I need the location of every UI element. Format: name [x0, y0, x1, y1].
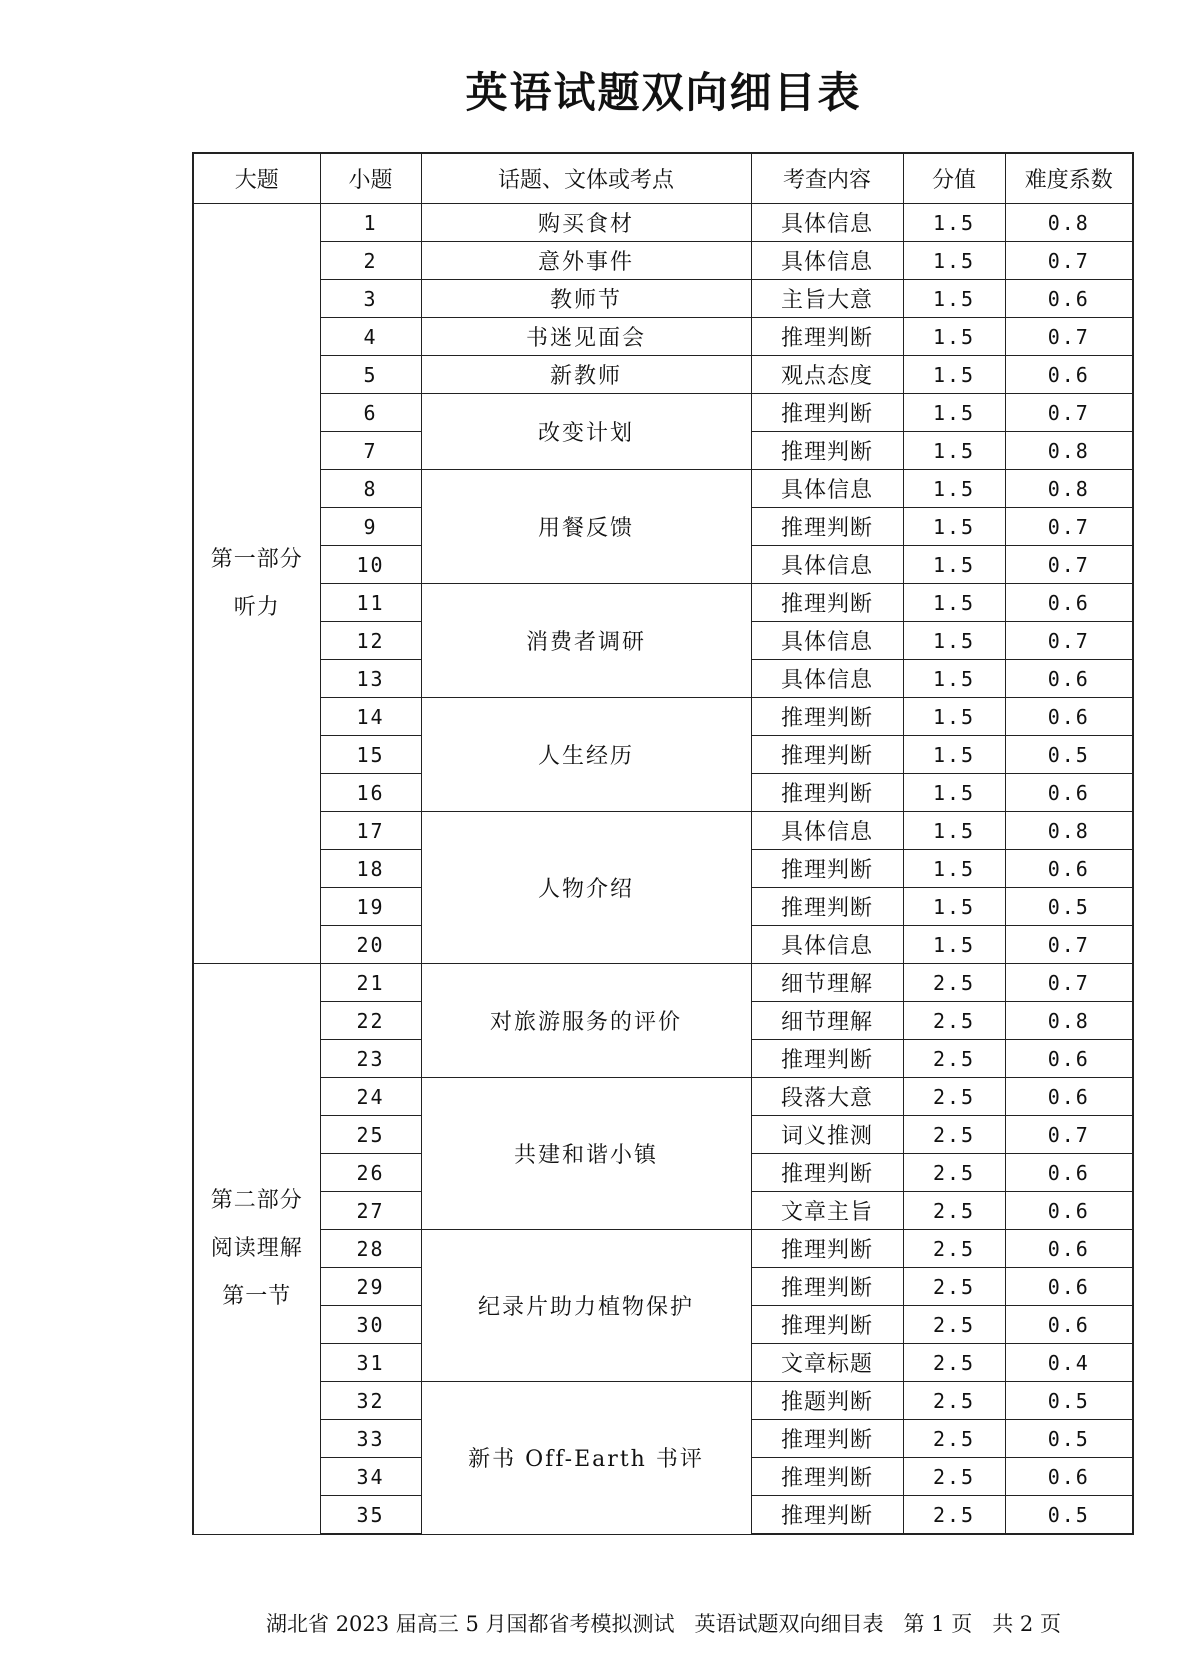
score-cell: 2.5	[903, 1192, 1005, 1230]
score-cell: 1.5	[903, 318, 1005, 356]
item-number-cell: 18	[320, 850, 421, 888]
difficulty-cell: 0.7	[1005, 394, 1133, 432]
content-cell: 细节理解	[751, 1002, 903, 1040]
topic-cell: 人物介绍	[421, 812, 751, 964]
difficulty-cell: 0.7	[1005, 926, 1133, 964]
content-cell: 具体信息	[751, 622, 903, 660]
table-row	[193, 280, 1133, 318]
header-section: 大题	[193, 153, 320, 204]
score-cell: 1.5	[903, 660, 1005, 698]
topic-cell: 改变计划	[421, 394, 751, 470]
footer-doc-title: 英语试题双向细目表	[694, 1612, 884, 1636]
difficulty-cell: 0.8	[1005, 432, 1133, 470]
item-number-cell: 1	[320, 204, 421, 242]
topic-cell: 对旅游服务的评价	[421, 964, 751, 1078]
score-cell: 2.5	[903, 1002, 1005, 1040]
content-cell: 主旨大意	[751, 280, 903, 318]
content-cell: 文章标题	[751, 1344, 903, 1382]
difficulty-cell: 0.5	[1005, 888, 1133, 926]
content-cell: 具体信息	[751, 204, 903, 242]
content-cell: 推理判断	[751, 1154, 903, 1192]
score-cell: 2.5	[903, 1306, 1005, 1344]
table-row	[193, 394, 1133, 432]
difficulty-cell: 0.6	[1005, 584, 1133, 622]
difficulty-cell: 0.6	[1005, 280, 1133, 318]
content-cell: 段落大意	[751, 1078, 903, 1116]
item-number-cell: 3	[320, 280, 421, 318]
content-cell: 具体信息	[751, 660, 903, 698]
score-cell: 1.5	[903, 622, 1005, 660]
item-number-cell: 22	[320, 1002, 421, 1040]
table-row	[193, 1078, 1133, 1116]
item-number-cell: 16	[320, 774, 421, 812]
score-cell: 1.5	[903, 470, 1005, 508]
section-name-line: 第二部分	[210, 1187, 303, 1213]
content-cell: 推理判断	[751, 584, 903, 622]
score-cell: 2.5	[903, 1116, 1005, 1154]
difficulty-cell: 0.6	[1005, 1306, 1133, 1344]
topic-cell: 用餐反馈	[421, 470, 751, 584]
score-cell: 1.5	[903, 432, 1005, 470]
topic-cell: 购买食材	[421, 204, 751, 242]
item-number-cell: 23	[320, 1040, 421, 1078]
difficulty-cell: 0.5	[1005, 1420, 1133, 1458]
spec-table	[192, 152, 1134, 1535]
content-cell: 具体信息	[751, 470, 903, 508]
difficulty-cell: 0.6	[1005, 1458, 1133, 1496]
table-row	[193, 204, 1133, 242]
table-row	[193, 356, 1133, 394]
score-cell: 2.5	[903, 1420, 1005, 1458]
item-number-cell: 13	[320, 660, 421, 698]
topic-cell: 新教师	[421, 356, 751, 394]
item-number-cell: 2	[320, 242, 421, 280]
difficulty-cell: 0.6	[1005, 1154, 1133, 1192]
difficulty-cell: 0.8	[1005, 470, 1133, 508]
item-number-cell: 26	[320, 1154, 421, 1192]
difficulty-cell: 0.7	[1005, 508, 1133, 546]
content-cell: 推理判断	[751, 736, 903, 774]
table-row	[193, 964, 1133, 1002]
content-cell: 推理判断	[751, 774, 903, 812]
difficulty-cell: 0.5	[1005, 1382, 1133, 1420]
item-number-cell: 27	[320, 1192, 421, 1230]
item-number-cell: 29	[320, 1268, 421, 1306]
header-content: 考查内容	[751, 153, 903, 204]
item-number-cell: 8	[320, 470, 421, 508]
content-cell: 推理判断	[751, 1420, 903, 1458]
content-cell: 具体信息	[751, 242, 903, 280]
item-number-cell: 30	[320, 1306, 421, 1344]
topic-cell: 新书 Off-Earth 书评	[421, 1382, 751, 1535]
item-number-cell: 35	[320, 1496, 421, 1535]
topic-cell: 消费者调研	[421, 584, 751, 698]
item-number-cell: 9	[320, 508, 421, 546]
item-number-cell: 14	[320, 698, 421, 736]
content-cell: 推理判断	[751, 1458, 903, 1496]
difficulty-cell: 0.7	[1005, 1116, 1133, 1154]
content-cell: 文章主旨	[751, 1192, 903, 1230]
content-cell: 推理判断	[751, 1268, 903, 1306]
content-cell: 推理判断	[751, 1496, 903, 1535]
score-cell: 1.5	[903, 774, 1005, 812]
difficulty-cell: 0.5	[1005, 1496, 1133, 1535]
content-cell: 词义推测	[751, 1116, 903, 1154]
difficulty-cell: 0.6	[1005, 1078, 1133, 1116]
content-cell: 推理判断	[751, 1230, 903, 1268]
content-cell: 推理判断	[751, 394, 903, 432]
item-number-cell: 24	[320, 1078, 421, 1116]
topic-cell: 书迷见面会	[421, 318, 751, 356]
header-row	[193, 153, 1133, 204]
difficulty-cell: 0.5	[1005, 736, 1133, 774]
item-number-cell: 33	[320, 1420, 421, 1458]
score-cell: 2.5	[903, 1078, 1005, 1116]
table-row	[193, 698, 1133, 736]
score-cell: 1.5	[903, 736, 1005, 774]
table-row	[193, 584, 1133, 622]
score-cell: 1.5	[903, 356, 1005, 394]
item-number-cell: 28	[320, 1230, 421, 1268]
item-number-cell: 32	[320, 1382, 421, 1420]
difficulty-cell: 0.7	[1005, 622, 1133, 660]
table-row	[193, 1230, 1133, 1268]
score-cell: 1.5	[903, 812, 1005, 850]
score-cell: 1.5	[903, 508, 1005, 546]
content-cell: 细节理解	[751, 964, 903, 1002]
content-cell: 推理判断	[751, 888, 903, 926]
difficulty-cell: 0.6	[1005, 850, 1133, 888]
item-number-cell: 4	[320, 318, 421, 356]
difficulty-cell: 0.6	[1005, 774, 1133, 812]
score-cell: 1.5	[903, 584, 1005, 622]
header-item: 小题	[320, 153, 421, 204]
score-cell: 1.5	[903, 546, 1005, 584]
item-number-cell: 15	[320, 736, 421, 774]
content-cell: 推理判断	[751, 1306, 903, 1344]
section-name-line: 阅读理解	[210, 1235, 303, 1261]
header-score: 分值	[903, 153, 1005, 204]
content-cell: 具体信息	[751, 926, 903, 964]
header-topic: 话题、文体或考点	[421, 153, 751, 204]
item-number-cell: 20	[320, 926, 421, 964]
score-cell: 1.5	[903, 204, 1005, 242]
item-number-cell: 21	[320, 964, 421, 1002]
item-number-cell: 6	[320, 394, 421, 432]
topic-cell: 共建和谐小镇	[421, 1078, 751, 1230]
score-cell: 1.5	[903, 242, 1005, 280]
table-row	[193, 1382, 1133, 1420]
table-row	[193, 318, 1133, 356]
item-number-cell: 11	[320, 584, 421, 622]
item-number-cell: 5	[320, 356, 421, 394]
item-number-cell: 34	[320, 1458, 421, 1496]
difficulty-cell: 0.7	[1005, 242, 1133, 280]
section-name-line: 第一部分	[210, 546, 303, 572]
difficulty-cell: 0.8	[1005, 1002, 1133, 1040]
difficulty-cell: 0.8	[1005, 812, 1133, 850]
content-cell: 推理判断	[751, 318, 903, 356]
difficulty-cell: 0.6	[1005, 660, 1133, 698]
score-cell: 2.5	[903, 1040, 1005, 1078]
section-name-line: 第一节	[222, 1283, 292, 1309]
item-number-cell: 25	[320, 1116, 421, 1154]
section-name-line: 听力	[233, 594, 280, 620]
document-title: 英语试题双向细目表	[465, 68, 862, 117]
content-cell: 推题判断	[751, 1382, 903, 1420]
score-cell: 2.5	[903, 964, 1005, 1002]
score-cell: 2.5	[903, 1268, 1005, 1306]
score-cell: 2.5	[903, 1230, 1005, 1268]
footer-total-pages: 共 2 页	[992, 1612, 1061, 1636]
content-cell: 观点态度	[751, 356, 903, 394]
difficulty-cell: 0.6	[1005, 1230, 1133, 1268]
spec-table-body	[193, 204, 1133, 1535]
difficulty-cell: 0.4	[1005, 1344, 1133, 1382]
score-cell: 1.5	[903, 394, 1005, 432]
difficulty-cell: 0.8	[1005, 204, 1133, 242]
page-footer	[0, 1608, 1200, 1638]
score-cell: 2.5	[903, 1458, 1005, 1496]
score-cell: 2.5	[903, 1496, 1005, 1535]
content-cell: 推理判断	[751, 850, 903, 888]
score-cell: 1.5	[903, 850, 1005, 888]
score-cell: 2.5	[903, 1154, 1005, 1192]
item-number-cell: 19	[320, 888, 421, 926]
content-cell: 推理判断	[751, 1040, 903, 1078]
item-number-cell: 10	[320, 546, 421, 584]
difficulty-cell: 0.6	[1005, 1268, 1133, 1306]
content-cell: 推理判断	[751, 508, 903, 546]
difficulty-cell: 0.7	[1005, 546, 1133, 584]
topic-cell: 人生经历	[421, 698, 751, 812]
table-row	[193, 470, 1133, 508]
score-cell: 1.5	[903, 926, 1005, 964]
score-cell: 1.5	[903, 888, 1005, 926]
table-row	[193, 812, 1133, 850]
topic-cell: 教师节	[421, 280, 751, 318]
content-cell: 推理判断	[751, 432, 903, 470]
score-cell: 2.5	[903, 1344, 1005, 1382]
section-name-cell	[193, 204, 320, 964]
difficulty-cell: 0.6	[1005, 356, 1133, 394]
difficulty-cell: 0.6	[1005, 698, 1133, 736]
score-cell: 1.5	[903, 280, 1005, 318]
content-cell: 具体信息	[751, 546, 903, 584]
item-number-cell: 7	[320, 432, 421, 470]
difficulty-cell: 0.7	[1005, 964, 1133, 1002]
item-number-cell: 31	[320, 1344, 421, 1382]
section-name-cell	[193, 964, 320, 1535]
content-cell: 具体信息	[751, 812, 903, 850]
footer-exam: 湖北省 2023 届高三 5 月国都省考模拟测试	[266, 1612, 675, 1636]
header-difficulty: 难度系数	[1005, 153, 1133, 204]
topic-cell: 纪录片助力植物保护	[421, 1230, 751, 1382]
item-number-cell: 17	[320, 812, 421, 850]
difficulty-cell: 0.7	[1005, 318, 1133, 356]
difficulty-cell: 0.6	[1005, 1040, 1133, 1078]
footer-page-number: 第 1 页	[903, 1612, 973, 1636]
score-cell: 1.5	[903, 698, 1005, 736]
difficulty-cell: 0.6	[1005, 1192, 1133, 1230]
item-number-cell: 12	[320, 622, 421, 660]
content-cell: 推理判断	[751, 698, 903, 736]
topic-cell: 意外事件	[421, 242, 751, 280]
table-row	[193, 242, 1133, 280]
score-cell: 2.5	[903, 1382, 1005, 1420]
